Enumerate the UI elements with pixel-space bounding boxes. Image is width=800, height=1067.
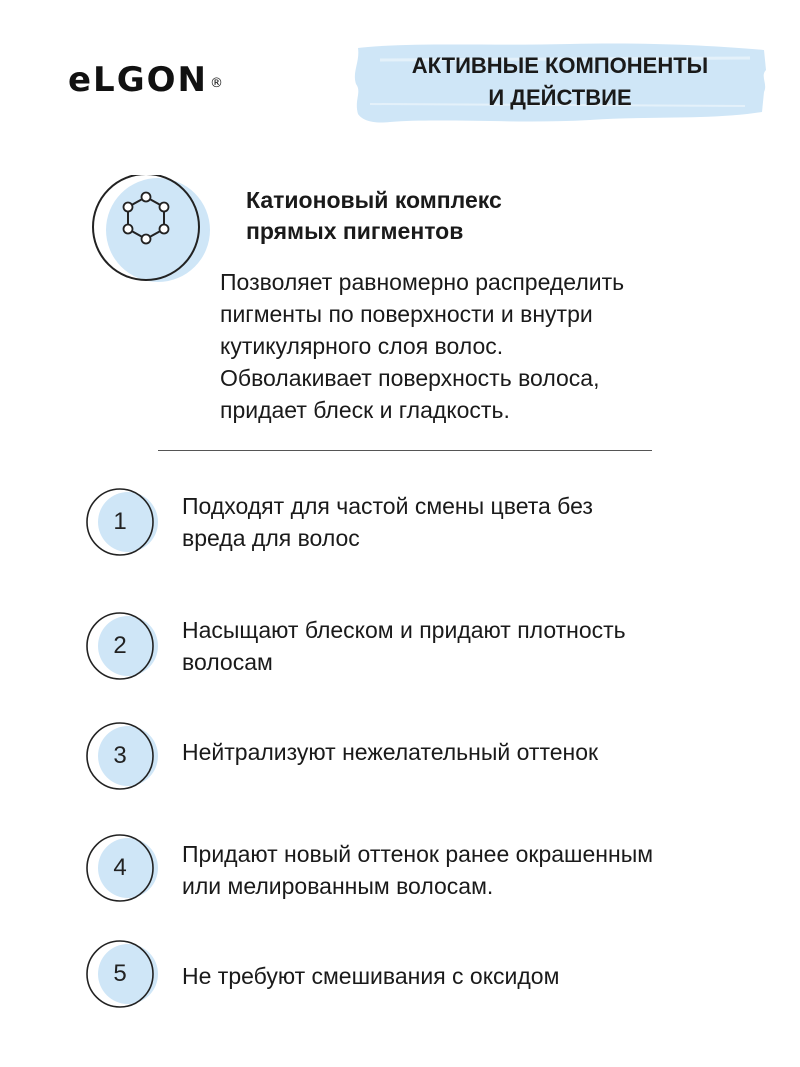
feature-title-line-1: Катионовый комплекс (246, 187, 502, 213)
feature-description-line: пигменты по поверхности и внутри (220, 301, 593, 327)
benefit-text-line: волосам (182, 649, 273, 675)
benefit-text (182, 960, 772, 992)
feature-description-line: Позволяет равномерно распределить (220, 269, 625, 295)
benefit-number: 4 (113, 854, 127, 881)
benefit-number: 1 (113, 508, 127, 535)
header-banner (350, 40, 770, 130)
feature-title-line-2: прямых пигментов (246, 218, 464, 244)
benefit-text-line: Не требуют смешивания с оксидом (182, 963, 560, 989)
registered-mark: ® (210, 76, 223, 91)
feature-description (220, 266, 740, 426)
benefit-text-line: Нейтрализуют нежелательный оттенок (182, 739, 599, 765)
benefit-text-line: Подходят для частой смены цвета без (182, 493, 593, 519)
benefit-item-3 (80, 716, 780, 796)
benefit-text (182, 838, 772, 902)
benefit-number: 2 (113, 632, 127, 659)
benefit-text-line: вреда для волос (182, 525, 360, 551)
benefit-text (182, 490, 772, 554)
feature-description-line: придает блеск и гладкость. (220, 397, 510, 423)
benefit-item-1 (80, 482, 780, 562)
benefit-item-5 (80, 934, 780, 1014)
feature-description-line: кутикулярного слоя волос. (220, 333, 504, 359)
brand-name: eLGON (68, 60, 208, 100)
benefit-text (182, 736, 772, 768)
hexagon-molecule-icon (86, 175, 216, 285)
header-title (350, 50, 770, 114)
feature-description-line: Обволакивает поверхность волоса, (220, 365, 600, 391)
section-divider (158, 450, 652, 451)
header-title-line-2: И ДЕЙСТВИЕ (488, 85, 632, 110)
benefit-text-line: или мелированным волосам. (182, 873, 494, 899)
benefit-text-line: Насыщают блеском и придают плотность (182, 617, 626, 643)
benefit-number: 3 (113, 742, 127, 769)
brand-logo (68, 60, 223, 100)
header-title-line-1: АКТИВНЫЕ КОМПОНЕНТЫ (411, 53, 709, 78)
benefit-text-line: Придают новый оттенок ранее окрашенным (182, 841, 654, 867)
benefit-item-4 (80, 828, 780, 908)
benefit-text (182, 614, 772, 678)
benefit-item-2 (80, 606, 780, 686)
benefit-number: 5 (113, 960, 127, 987)
feature-title (246, 185, 502, 247)
